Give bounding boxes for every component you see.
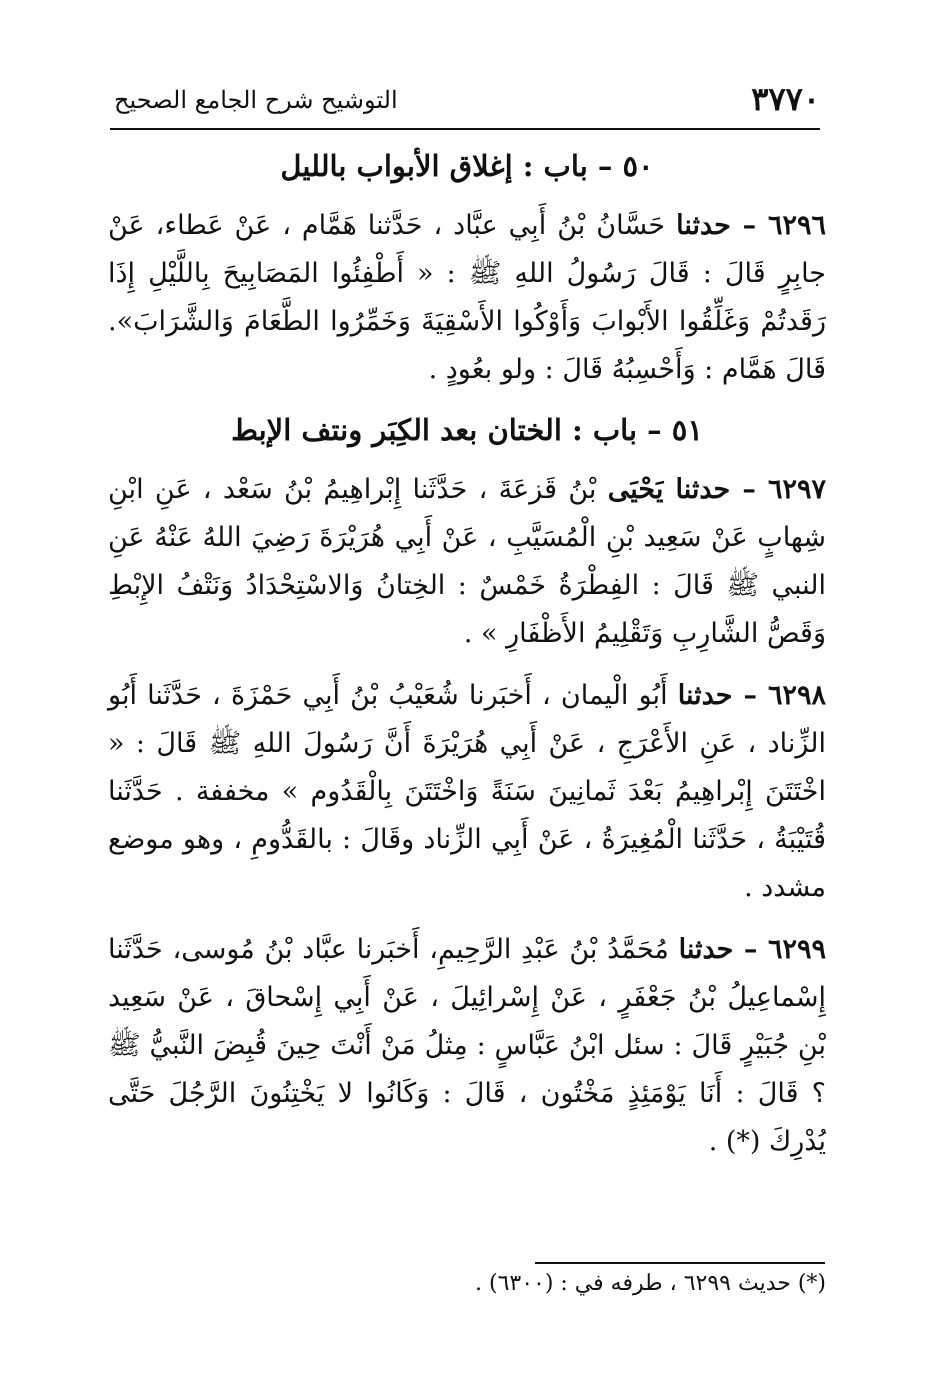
hadith-text: أَبُو الْيمان ، أَخبَرنا شُعَيْبُ بْنُ أَبِي حَمْزَةَ ، حَدَّثَنا أَبُو الزِّناد ، عَنِ الأَعْرَجِ ، عَنْ أَبِي هُرَيْرَةَ أَنَّ رَسُولَ اللهِ ﷺ قَالَ : « اخْتَتَنَ إِبْراهِيمُ بَعْدَ ثَمانِينَ سَنَةً وَاخْتَتَنَ بِالْقَدُوم » مخففة . حَدَّثَنا قُتَيْبَةُ ، حَدَّثَنا الْمُغِيرَةُ ، عَنْ أَبِي الزِّناد وقَالَ : بالقَدُّومِ ، وهو موضع مشدد .: [108, 680, 826, 903]
hadith-text: بْنُ قَزعَةَ ، حَدَّثَنا إِبْراهِيمُ بْنُ سَعْد ، عَنِ ابْنِ شِهابٍ عَنْ سَعِيد بْنِ الْمُسَيَّبِ ، عَنْ أَبِي هُرَيْرَةَ رَضِيَ اللهُ عَنْهُ عَنِ النبي ﷺ قَالَ : الفِطْرَةُ خَمْسٌ : الخِتانُ وَالاسْتِحْدَادُ وَنَتْفُ الإِبْطِ وَقَصُّ الشَّارِبِ وَتَقْلِيمُ الأَظْفَارِ » .: [108, 474, 826, 649]
hadith-number: ٦٢٩٨ – حدثنا: [677, 680, 826, 711]
hadith-text: حَسَّانُ بْنُ أَبِي عبَّاد ، حَدَّثنا هَمَّام ، عَنْ عَطاء، عَنْ جابِرٍ قَالَ : قَالَ رَسُولُ اللهِ ﷺ : « أَطْفِئُوا المَصَابِيحَ بِاللَّيْلِ إِذَا رَقَدتُمْ وَغَلِّقُوا الأَبْوابَ وَأَوْكُوا الأَسْقِيَةَ وَخَمِّرُوا الطَّعَامَ وَالشَّرَابَ». قَالَ هَمَّام : وَأَحْسِبُهُ قَالَ : ولو بعُودٍ .: [108, 210, 826, 385]
hadith-paragraph: [108, 926, 826, 1166]
running-title: التوشيح شرح الجامع الصحيح: [114, 86, 398, 114]
hadith-number: ٦٢٩٧ – حدثنا يَحْيَى: [607, 474, 827, 505]
footnote: (*) حديث ٦٢٩٩ ، طرفه في : (٦٣٠٠) .: [474, 1271, 826, 1296]
hadith-paragraph: [108, 202, 826, 394]
chapter-heading: ٥١ – باب : الختان بعد الكِبَر ونتف الإبط: [231, 413, 703, 447]
hadith-text: مُحَمَّدُ بْنُ عَبْدِ الرَّحِيمِ، أَخبَرنا عبَّاد بْنُ مُوسى، حَدَّثَنا إِسْماعِيلُ بْنُ جَعْفَرٍ ، عَنْ إِسْرائِيلَ ، عَنْ أَبِي إِسْحاقَ ، عَنْ سَعِيد بْنِ جُبَيْرٍ قَالَ : سئل ابْنُ عَبَّاسٍ : مِثلُ مَنْ أَنْتَ حِينَ قُبِضَ النَّبيُّ ﷺ ؟ قَالَ : أَنَا يَوْمَئِذٍ مَخْتُون ، قَالَ : وَكَانُوا لا يَخْتِنُونَ الرَّجُلَ حَتَّى يُدْرِكَ (*) .: [108, 934, 826, 1157]
hadith-number: ٦٢٩٩ – حدثنا: [678, 934, 826, 965]
chapter-heading: ٥٠ – باب : إغلاق الأبواب بالليل: [280, 149, 654, 183]
hadith-number: ٦٢٩٦ – حدثنا: [676, 210, 826, 241]
hadith-paragraph: [108, 466, 826, 658]
footnote-divider: [535, 1262, 825, 1264]
page-body: [108, 136, 826, 1180]
page-number: ٣٧٧٠: [751, 80, 820, 118]
hadith-paragraph: [108, 672, 826, 912]
page-header: [110, 72, 820, 130]
